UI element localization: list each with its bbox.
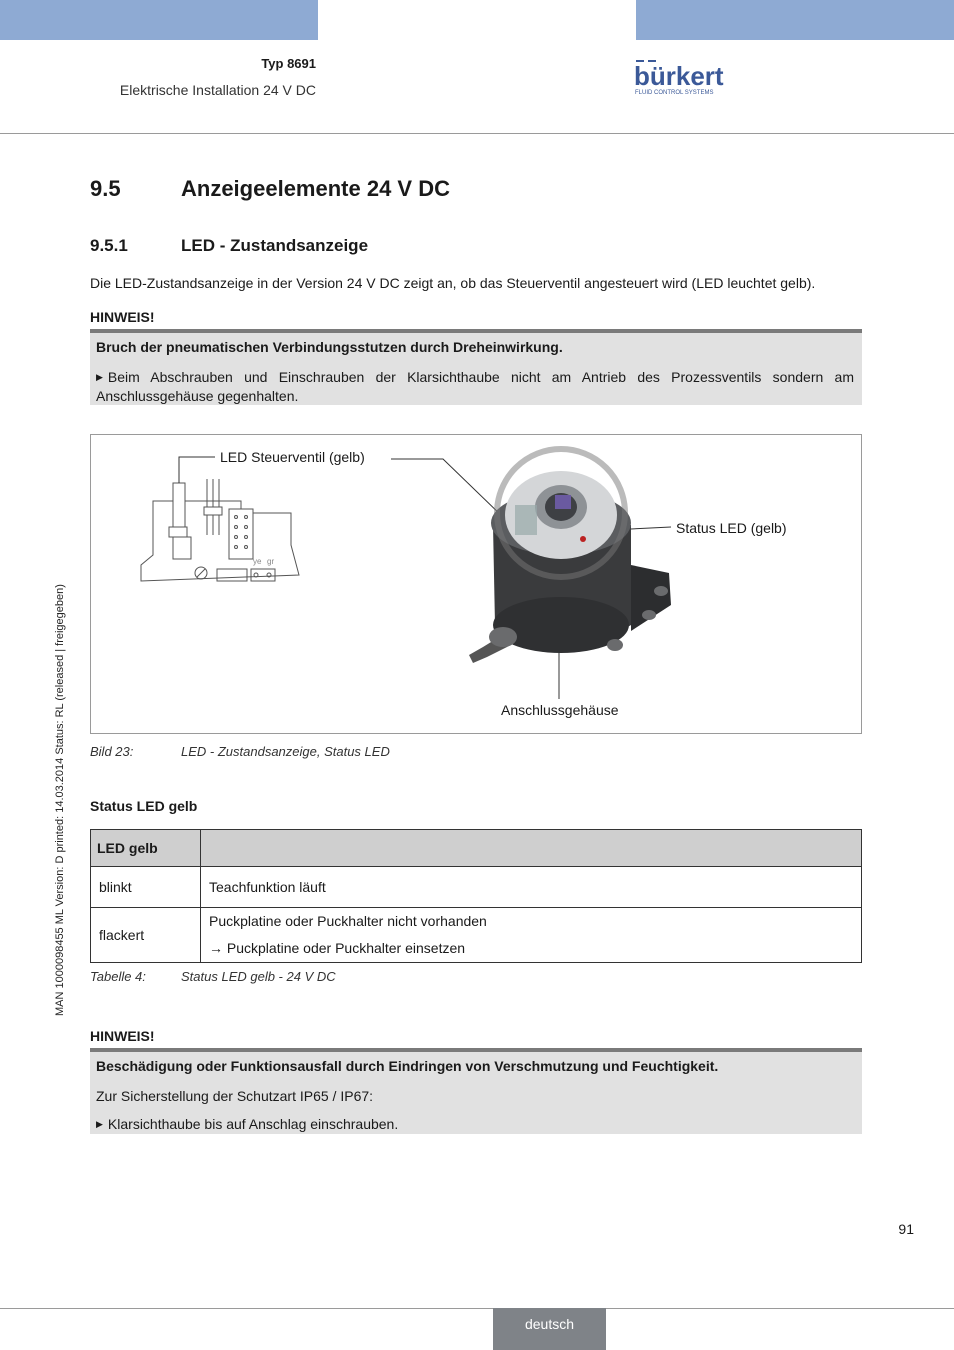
figure-caption-number: Bild 23: — [90, 744, 134, 759]
table-row — [91, 908, 862, 963]
header-accent-bar-right — [636, 0, 954, 40]
subsection-number: 9.5.1 — [90, 236, 128, 255]
figure-label-status-led: Status LED (gelb) — [676, 520, 787, 536]
leader-line-led-valve-device — [391, 459, 505, 519]
table-cell-state: flackert — [91, 908, 201, 963]
notice-box — [90, 329, 862, 405]
table-cell-action: → Puckplatine oder Puckhalter einsetzen — [209, 940, 466, 956]
footer-divider — [0, 1308, 954, 1309]
figure-illustration — [91, 435, 863, 735]
table-title: Status LED gelb — [90, 798, 198, 814]
notice-bullet-text: Beim Abschrauben und Einschrauben der Klarsichthaube nicht am Antrieb des Prozessventils sondern am Anschlussgehäuse gegenhalten. — [96, 369, 854, 404]
table-caption-number: Tabelle 4: — [90, 969, 146, 984]
leader-line-led-valve — [179, 457, 215, 483]
page-number: 91 — [898, 1221, 914, 1237]
board-label-gr: gr — [267, 557, 275, 566]
table-row — [91, 867, 862, 908]
notice-label: HINWEIS! — [90, 309, 155, 325]
logo-tagline: FLUID CONTROL SYSTEMS — [635, 90, 714, 96]
notice-bullet-item — [96, 368, 854, 406]
notice-bullet-item — [96, 1115, 854, 1134]
header-divider — [0, 133, 954, 134]
notice-label: HINWEIS! — [90, 1028, 155, 1044]
doc-subtitle: Elektrische Installation 24 V DC — [119, 82, 316, 98]
logo-wordmark: bürkert — [634, 61, 724, 91]
doc-type: Typ 8691 — [261, 56, 316, 71]
table-cell-state: blinkt — [91, 867, 201, 908]
table-header-row — [91, 830, 862, 867]
board-label-ye: ye — [253, 557, 262, 566]
intro-paragraph: Die LED-Zustandsanzeige in der Version 24 V DC zeigt an, ob das Steuerventil angesteuert wird (LED leuchtet gelb). — [90, 275, 816, 291]
figure-caption-text: LED - Zustandsanzeige, Status LED — [181, 744, 390, 759]
figure-label-led-valve: LED Steuerventil (gelb) — [220, 449, 365, 465]
table-cell-meaning-group — [201, 908, 862, 963]
table-cell-meaning: Puckplatine oder Puckhalter nicht vorhanden — [209, 913, 487, 929]
figure-label-housing: Anschlussgehäuse — [501, 702, 619, 718]
status-led-table — [90, 829, 862, 963]
burkert-logo — [634, 58, 734, 98]
notice-bullet-text: Klarsichthaube bis auf Anschlag einschrauben. — [107, 1116, 399, 1132]
section-number: 9.5 — [90, 176, 121, 201]
notice-heading: Bruch der pneumatischen Verbindungsstutzen durch Dreheinwirkung. — [96, 339, 563, 355]
notice-box — [90, 1048, 862, 1134]
figure-frame — [90, 434, 862, 734]
document-metadata-sidebar: MAN 1000098455 ML Version: D printed: 14.03.2014 Status: RL (released | freigegeben) — [54, 584, 66, 1016]
header-accent-bar-left — [0, 0, 318, 40]
section-title: Anzeigeelemente 24 V DC — [181, 176, 450, 201]
table-header-led-gelb: LED gelb — [91, 830, 201, 867]
bullet-triangle-icon: ▶ — [96, 372, 103, 382]
subsection-title: LED - Zustandsanzeige — [181, 236, 369, 255]
bullet-triangle-icon: ▶ — [96, 1119, 103, 1129]
language-tab: deutsch — [493, 1308, 606, 1350]
circuit-board-drawing — [141, 479, 299, 581]
notice-text: Zur Sicherstellung der Schutzart IP65 / IP67: — [96, 1088, 374, 1104]
table-header-empty — [201, 830, 862, 867]
notice-heading: Beschädigung oder Funktionsausfall durch Eindringen von Verschmutzung und Feuchtigkeit. — [96, 1058, 719, 1074]
table-cell-meaning: Teachfunktion läuft — [201, 867, 862, 908]
table-caption-text: Status LED gelb - 24 V DC — [181, 969, 336, 984]
device-illustration — [469, 449, 671, 663]
